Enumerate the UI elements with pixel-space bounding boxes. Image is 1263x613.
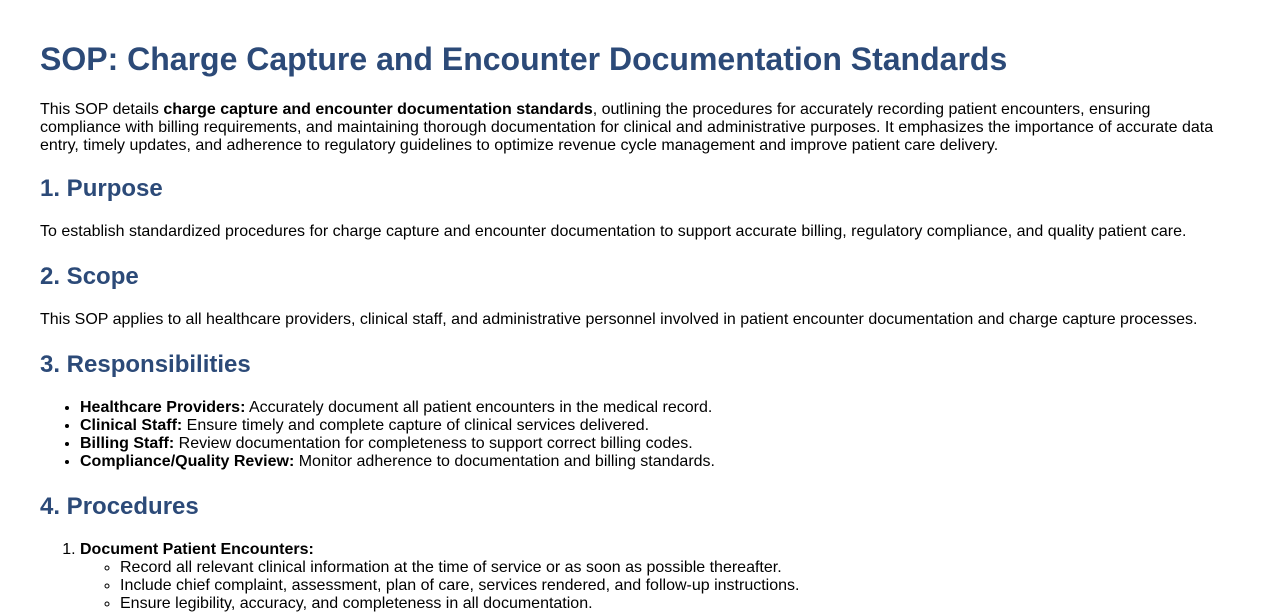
purpose-heading: 1. Purpose [40, 175, 163, 202]
responsibilities-heading: 3. Responsibilities [40, 351, 251, 378]
list-item: ◦ Ensure legibility, accuracy, and completeness in all documentation. [120, 595, 1223, 613]
scope-heading: 2. Scope [40, 263, 139, 290]
list-item: ◦ Include chief complaint, assessment, plan of care, services rendered, and follow-up instructions. [120, 577, 1223, 595]
procedure-substeps [80, 559, 1223, 613]
role-label: Clinical Staff: [80, 417, 183, 434]
role-description: Monitor adherence to documentation and billing standards. [294, 453, 715, 470]
list-item: ◦ Record all relevant clinical information at the time of service or as soon as possible thereafter. [120, 559, 1223, 577]
role-label: Billing Staff: [80, 435, 175, 452]
list-item [80, 435, 1223, 453]
intro-bold: charge capture and encounter documentation standards [163, 101, 593, 118]
intro-suffix: , outlining the procedures for accurately recording patient encounters, ensuring compliance with billing requirements, and maintaining thorough documentation for clinical and administrative purposes. It emphasizes the importance of accurate data entry, timely updates, and adherence to regulatory guidelines to optimize revenue cycle management and improve patient care delivery. [40, 101, 1214, 154]
procedures-heading: 4. Procedures [40, 493, 199, 520]
procedure-step-title: Document Patient Encounters: [80, 541, 314, 558]
list-item [80, 399, 1223, 417]
role-label: Compliance/Quality Review: [80, 453, 295, 470]
page-title: SOP: Charge Capture and Encounter Documentation Standards [40, 41, 1008, 77]
role-description: Accurately document all patient encounters in the medical record. [245, 399, 713, 416]
role-description: Ensure timely and complete capture of clinical services delivered. [182, 417, 650, 434]
scope-text: This SOP applies to all healthcare providers, clinical staff, and administrative personnel involved in patient encounter documentation and charge capture processes. [40, 311, 1198, 328]
procedures-list [40, 541, 1223, 613]
role-label: Healthcare Providers: [80, 399, 246, 416]
procedure-step [80, 541, 1223, 613]
role-description: Review documentation for completeness to support correct billing codes. [174, 435, 693, 452]
intro-paragraph [40, 101, 1223, 155]
list-item [80, 453, 1223, 471]
responsibilities-list [40, 399, 1223, 471]
list-item [80, 417, 1223, 435]
purpose-text: To establish standardized procedures for charge capture and encounter documentation to support accurate billing, regulatory compliance, and quality patient care. [40, 223, 1187, 240]
intro-prefix: This SOP details [40, 101, 164, 118]
